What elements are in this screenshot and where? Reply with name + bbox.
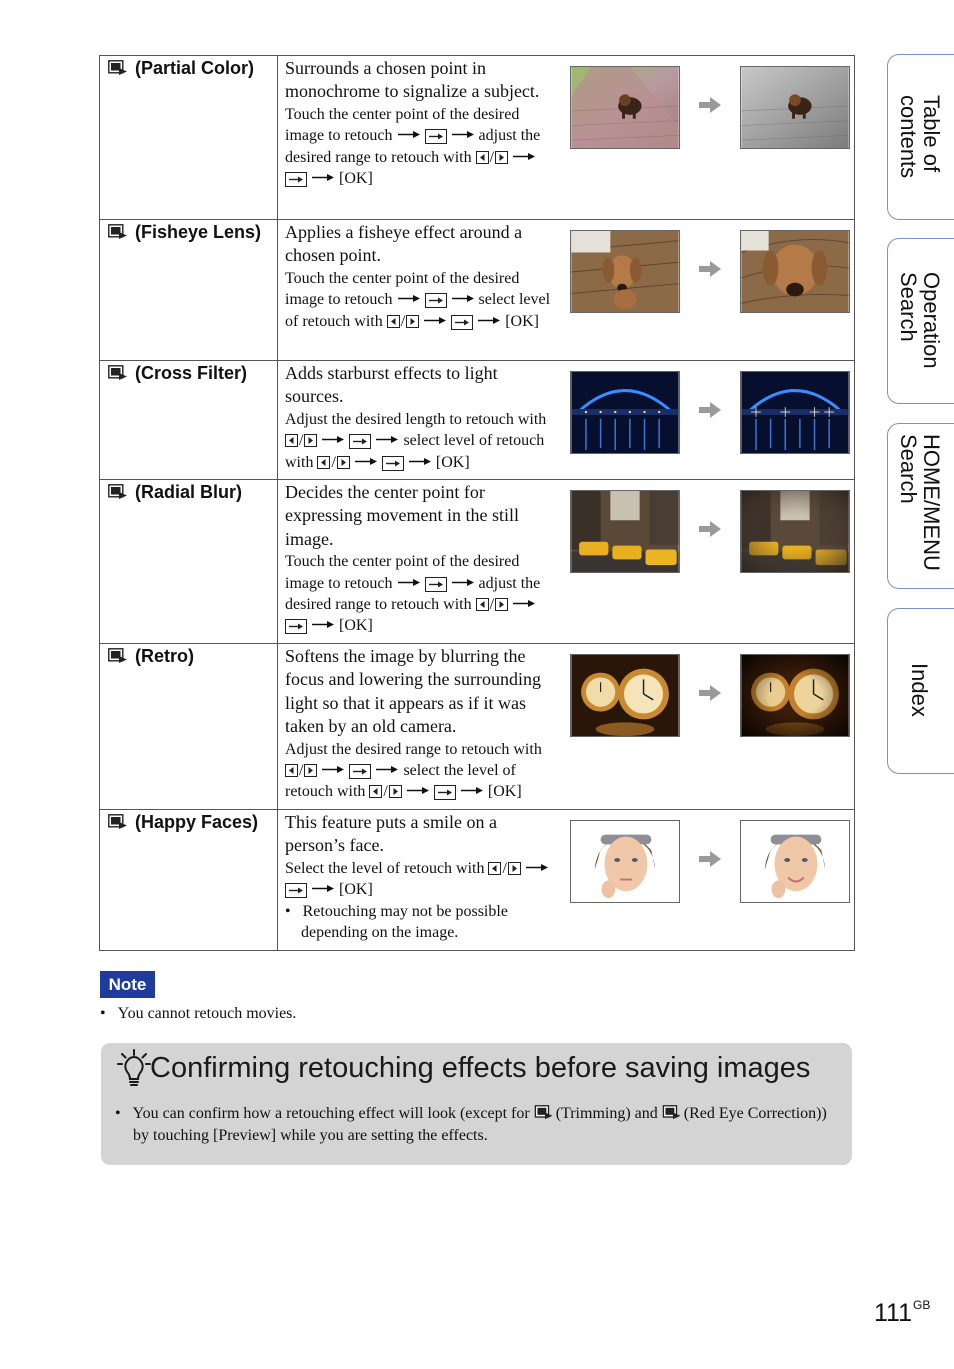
effect-steps: Adjust the desired range to retouch with / select the level of retouch with / [OK]: [285, 740, 542, 801]
retro-icon: [108, 648, 128, 664]
left-button-icon: [317, 456, 330, 469]
after-photo-clock-retro: [740, 654, 850, 737]
transform-arrow-icon: [699, 521, 721, 537]
arrow-icon: [311, 884, 335, 893]
arrow-icon: [423, 316, 447, 325]
before-photo-dachshund: [570, 230, 680, 313]
arrow-icon: [525, 863, 549, 872]
before-photo-face: [570, 820, 680, 903]
ok-label: [OK]: [339, 170, 373, 188]
arrow-icon: [408, 457, 432, 466]
effect-bullet: • Retouching may not be possible depending on the image.: [285, 902, 508, 942]
effect-name: (Partial Color): [135, 58, 255, 78]
happy-faces-icon: [108, 814, 128, 830]
right-button-icon: [508, 862, 521, 875]
effect-lead: This feature puts a smile on a person’s face.: [285, 812, 497, 856]
after-photo-face-smile: [740, 820, 850, 903]
arrow-icon: [512, 599, 536, 608]
effect-steps: Touch the center point of the desired image to retouch adjust the desired range to retouch with / [OK]: [285, 553, 541, 635]
tab-table-of-contents[interactable]: Table of contents: [887, 54, 954, 220]
ok-arrow-icon: [425, 577, 447, 592]
effect-name: (Radial Blur): [135, 482, 243, 502]
left-button-icon: [476, 151, 489, 164]
ok-arrow-icon: [285, 619, 307, 634]
effect-row-happy-faces: [100, 810, 855, 951]
arrow-icon: [375, 435, 399, 444]
before-photo-night-bridge: [570, 371, 680, 454]
before-photo-clock: [570, 654, 680, 737]
after-photo-night-bridge-starburst: [740, 371, 850, 454]
effect-steps: Touch the center point of the desired image to retouch select level of retouch with / [OK]: [285, 269, 551, 330]
arrow-icon: [460, 786, 484, 795]
fisheye-lens-icon: [108, 224, 128, 240]
ok-arrow-icon: [425, 129, 447, 144]
arrow-icon: [311, 620, 335, 629]
left-button-icon: [285, 434, 298, 447]
effect-lead: Adds starburst effects to light sources.: [285, 363, 498, 407]
tip-title: Confirming retouching effects before saving images: [150, 1052, 811, 1084]
effect-lead: Softens the image by blurring the focus and lowering the surrounding light so that it appears as if it was taken by an old camera.: [285, 646, 541, 737]
tab-operation-search[interactable]: Operation Search: [887, 238, 954, 404]
arrow-icon: [397, 578, 421, 587]
effect-row-retro: [100, 644, 855, 810]
after-photo-dachshund-fisheye: [740, 230, 850, 313]
ok-arrow-icon: [285, 172, 307, 187]
arrow-icon: [311, 173, 335, 182]
ok-arrow-icon: [349, 434, 371, 449]
ok-arrow-icon: [434, 785, 456, 800]
ok-arrow-icon: [349, 764, 371, 779]
left-button-icon: [369, 785, 382, 798]
ok-label: [OK]: [339, 881, 373, 899]
effect-name: (Happy Faces): [135, 812, 259, 832]
effect-row-fisheye-lens: [100, 220, 855, 361]
page-number: $111^{GB}$: [874, 1298, 931, 1327]
ok-label: [OK]: [435, 453, 470, 471]
effect-row-radial-blur: [100, 480, 855, 644]
transform-arrow-icon: [699, 261, 721, 277]
trimming-icon: [534, 1105, 554, 1120]
tab-index[interactable]: Index: [887, 608, 954, 774]
right-button-icon: [406, 315, 419, 328]
arrow-icon: [397, 130, 421, 139]
after-photo-dog-path: [740, 66, 850, 149]
effect-row-partial-color: [100, 56, 855, 220]
after-photo-taxis-radial-blur: [740, 490, 850, 573]
right-button-icon: [337, 456, 350, 469]
arrow-icon: [451, 294, 475, 303]
before-photo-taxis: [570, 490, 680, 573]
arrow-icon: [321, 435, 345, 444]
right-button-icon: [495, 151, 508, 164]
left-button-icon: [476, 598, 489, 611]
tip-box: [101, 1043, 852, 1165]
effects-table: [99, 55, 855, 951]
arrow-icon: [512, 152, 536, 161]
left-button-icon: [387, 315, 400, 328]
ok-label: [OK]: [505, 312, 539, 330]
ok-label: [OK]: [339, 617, 373, 635]
arrow-icon: [397, 294, 421, 303]
effect-name: (Fisheye Lens): [135, 222, 262, 242]
arrow-icon: [321, 765, 345, 774]
effect-name: (Retro): [135, 646, 194, 666]
effect-name: (Cross Filter): [135, 363, 248, 383]
effect-steps: Adjust the desired length to retouch with / select level of retouch with / [OK]: [285, 410, 547, 471]
effect-lead: Applies a fisheye effect around a chosen point.: [285, 222, 523, 266]
note-text: • You cannot retouch movies.: [100, 1005, 297, 1022]
arrow-icon: [375, 765, 399, 774]
transform-arrow-icon: [699, 851, 721, 867]
left-button-icon: [488, 862, 501, 875]
right-button-icon: [389, 785, 402, 798]
arrow-icon: [354, 457, 378, 466]
transform-arrow-icon: [699, 402, 721, 418]
radial-blur-icon: [108, 484, 128, 500]
before-photo-dog-path: [570, 66, 680, 149]
arrow-icon: [451, 130, 475, 139]
note-badge: Note: [100, 971, 155, 998]
effect-lead: Surrounds a chosen point in monochrome to signalize a subject.: [285, 58, 540, 102]
transform-arrow-icon: [699, 97, 721, 113]
ok-arrow-icon: [285, 883, 307, 898]
ok-arrow-icon: [425, 293, 447, 308]
right-button-icon: [304, 764, 317, 777]
ok-arrow-icon: [382, 456, 404, 471]
ok-label: [OK]: [487, 783, 522, 801]
effect-steps: Touch the center point of the desired image to retouch adjust the desired range to retouch with / [OK]: [285, 105, 541, 188]
arrow-icon: [477, 316, 501, 325]
red-eye-correction-icon: [662, 1105, 682, 1120]
arrow-icon: [406, 786, 430, 795]
arrow-icon: [451, 578, 475, 587]
effect-steps: Select the level of retouch with / [OK]: [285, 858, 557, 901]
effect-lead: Decides the center point for expressing movement in the still image.: [285, 482, 519, 549]
effect-row-cross-filter: [100, 361, 855, 480]
partial-color-icon: [108, 60, 128, 76]
lightbulb-icon: [117, 1049, 151, 1087]
right-button-icon: [304, 434, 317, 447]
cross-filter-icon: [108, 365, 128, 381]
right-button-icon: [495, 598, 508, 611]
ok-arrow-icon: [451, 315, 473, 330]
left-button-icon: [285, 764, 298, 777]
transform-arrow-icon: [699, 685, 721, 701]
tab-home-menu-search[interactable]: HOME/MENU Search: [887, 423, 954, 589]
tip-text: • You can confirm how a retouching effect will look (except for (Trimming) and (Red Eye Correction)) by touching [Preview] while you are setting the effects.: [115, 1105, 827, 1144]
